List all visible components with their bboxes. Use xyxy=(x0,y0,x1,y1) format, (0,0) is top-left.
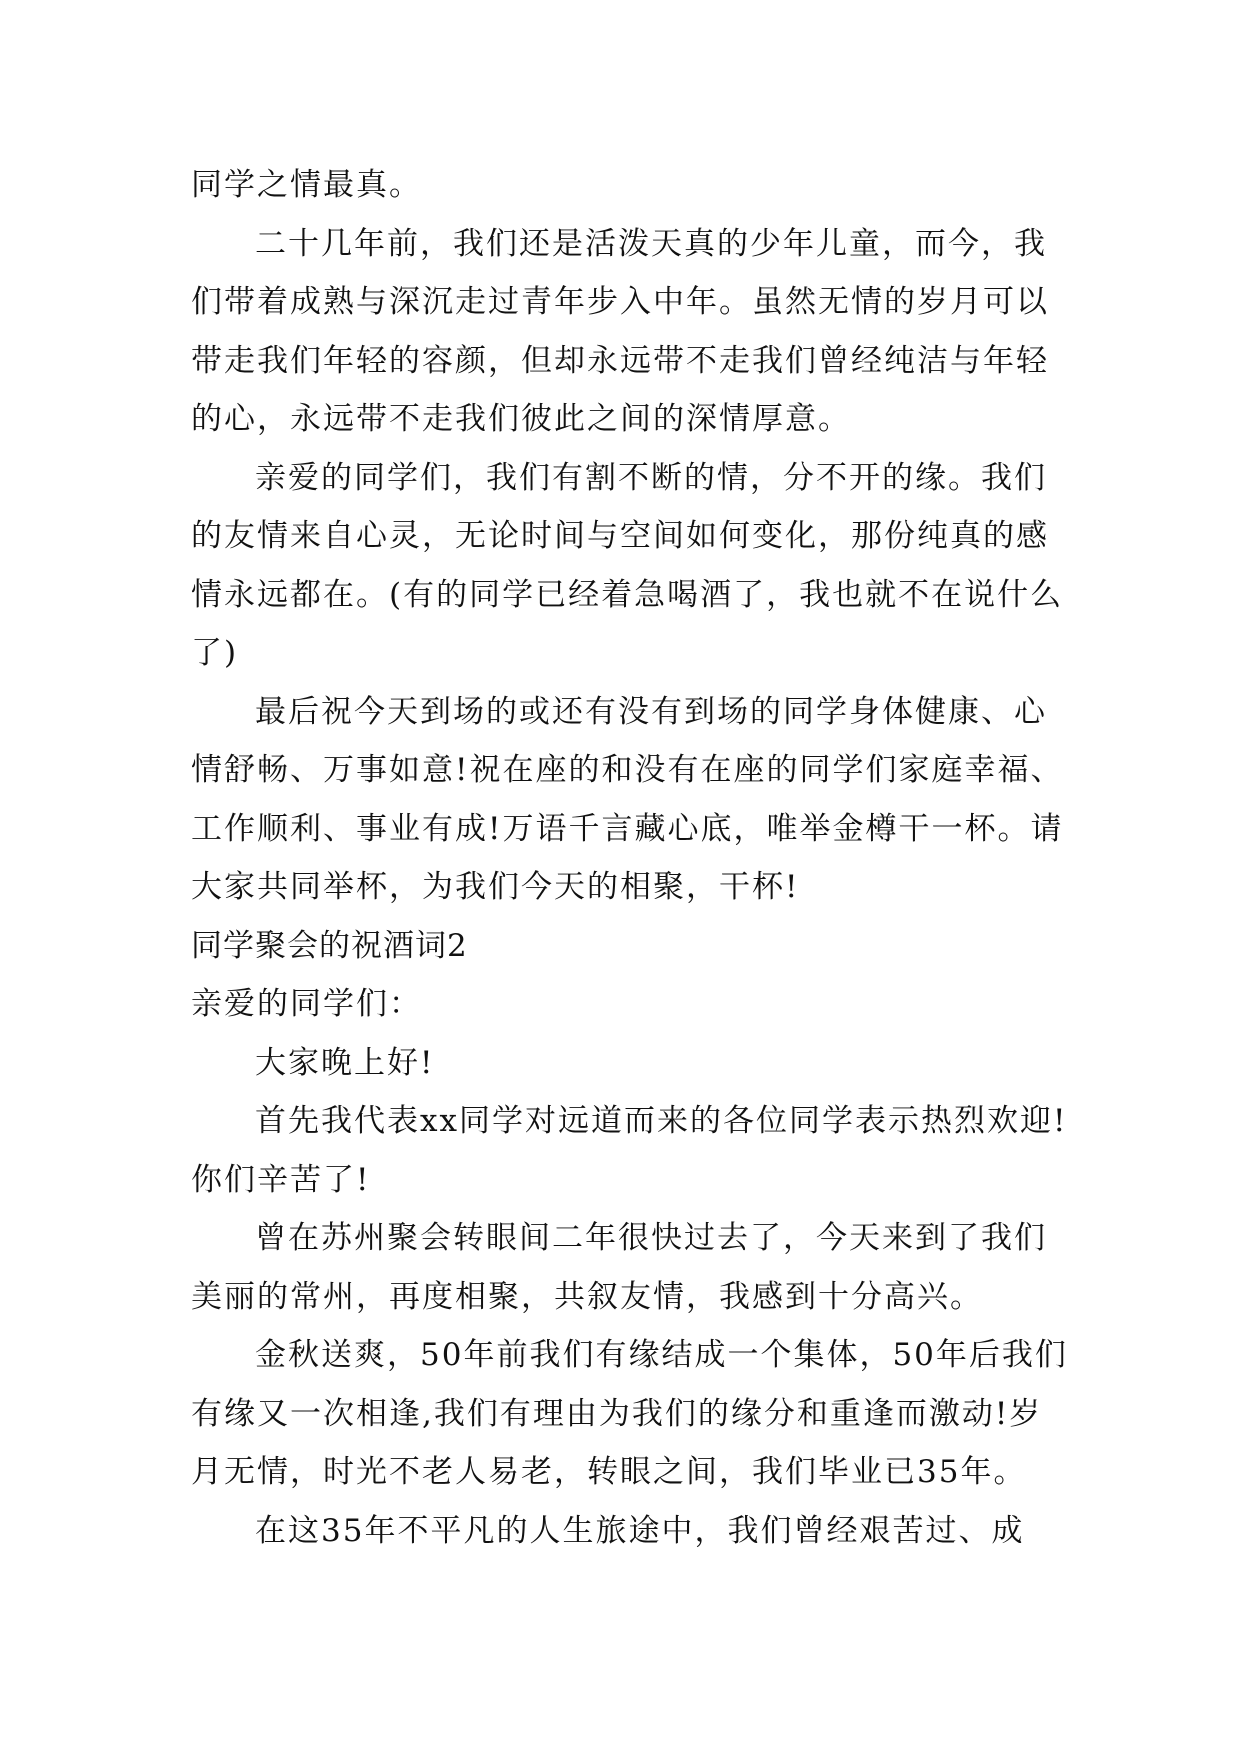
paragraph-welcome: 首先我代表xx同学对远道而来的各位同学表示热烈欢迎!你们辛苦了! xyxy=(191,1103,1068,1198)
paragraph-35-years: 在这35年不平凡的人生旅途中，我们曾经艰苦过、成 xyxy=(255,1512,1025,1549)
document-body xyxy=(191,156,1071,1560)
paragraph-final-wishes: 最后祝今天到场的或还有没有到场的同学身体健康、心情舒畅、万事如意!祝在座的和没有在座的同学们家庭幸福、工作顺利、事业有成!万语千言藏心底，唯举金樽干一杯。请大家共同举杯，为我们今天的相聚，干杯! xyxy=(191,693,1064,905)
paragraph-twenty-years-ago: 二十几年前，我们还是活泼天真的少年儿童，而今，我们带着成熟与深沉走过青年步入中年。虽然无情的岁月可以带走我们年轻的容颜，但却永远带不走我们曾经纯洁与年轻的心，永远带不走我们彼此之间的深情厚意。 xyxy=(191,225,1049,437)
paragraph-golden-autumn: 金秋送爽，50年前我们有缘结成一个集体，50年后我们有缘又一次相逢,我们有理由为我们的缘分和重逢而激动!岁月无情，时光不老人易老，转眼之间，我们毕业已35年。 xyxy=(191,1337,1068,1490)
paragraph-dear-classmates: 亲爱的同学们，我们有割不断的情，分不开的缘。我们的友情来自心灵，无论时间与空间如何变化，那份纯真的感情永远都在。(有的同学已经着急喝酒了，我也就不在说什么了) xyxy=(191,459,1064,671)
paragraph-suzhou-gathering: 曾在苏州聚会转眼间二年很快过去了，今天来到了我们美丽的常州，再度相聚，共叙友情，我感到十分高兴。 xyxy=(191,1220,1047,1315)
paragraph-good-evening: 大家晚上好! xyxy=(255,1044,435,1081)
section-heading: 同学聚会的祝酒词2 xyxy=(191,927,468,964)
salutation: 亲爱的同学们： xyxy=(191,986,422,1022)
paragraph-classmate-feeling: 同学之情最真。 xyxy=(191,167,422,203)
